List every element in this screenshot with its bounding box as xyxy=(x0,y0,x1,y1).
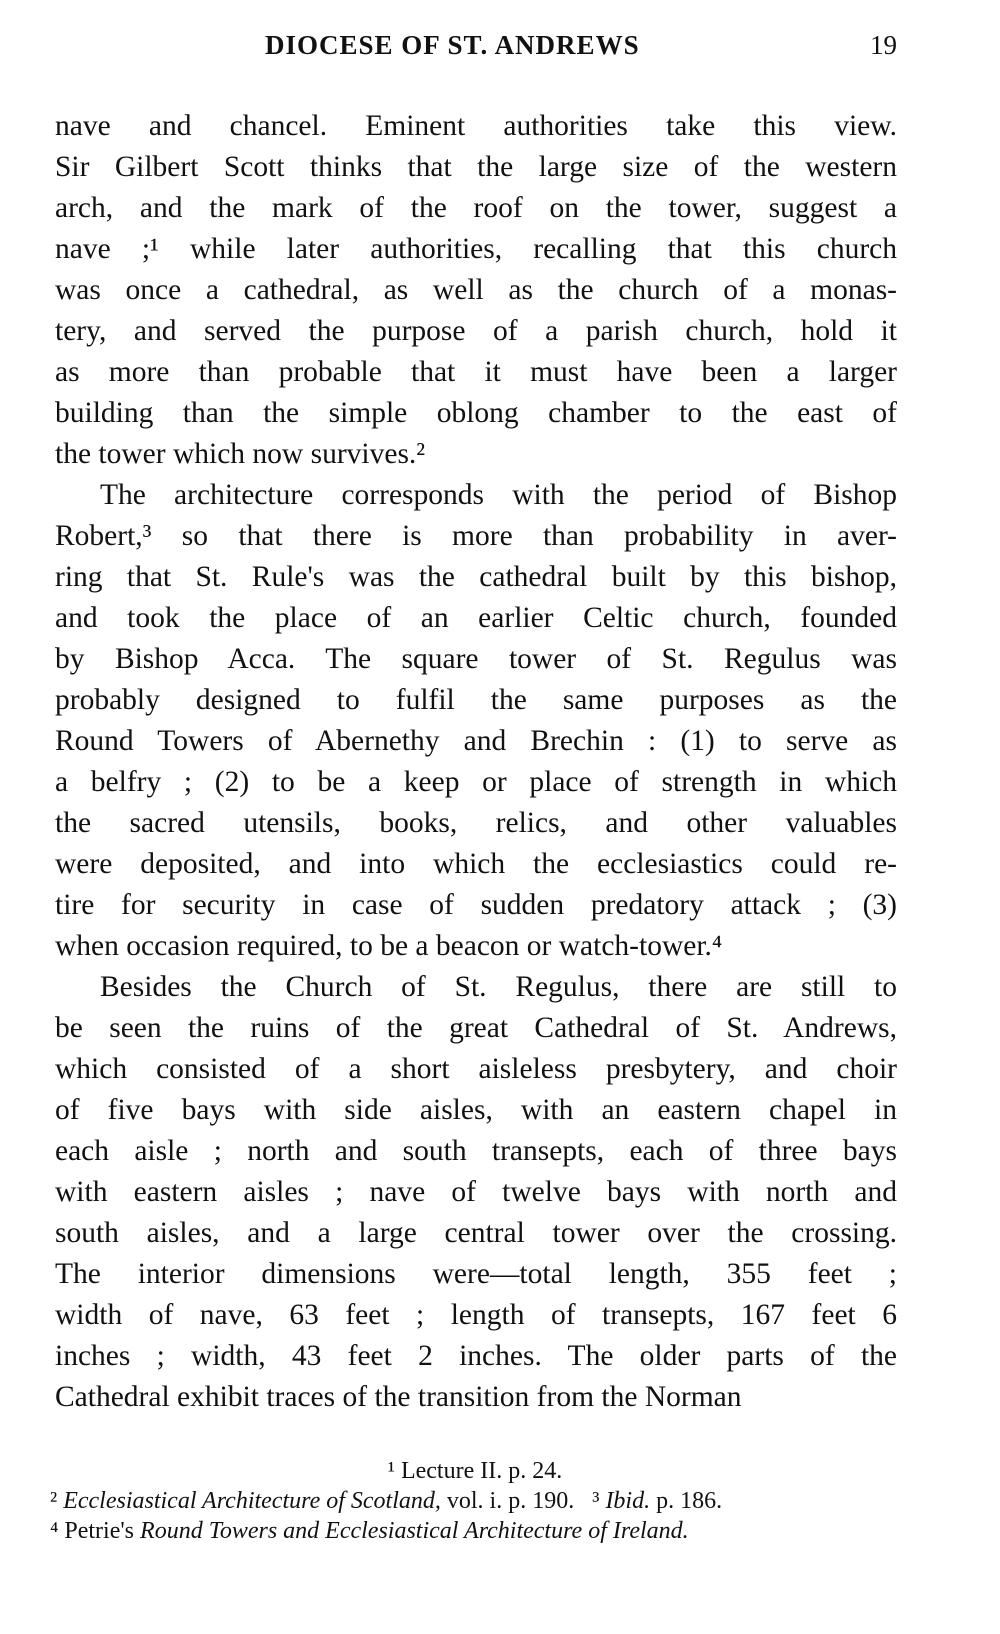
text-line: Sir Gilbert Scott thinks that the large size of the western xyxy=(55,151,897,183)
running-title: DIOCESE OF ST. ANDREWS xyxy=(265,30,640,60)
text-line: was once a cathedral, as well as the church of a monas- xyxy=(55,274,897,306)
footnote-mark: ⁴ xyxy=(50,1518,59,1544)
text-line: each aisle ; north and south transepts, each of three bays xyxy=(55,1135,897,1167)
text-line: width of nave, 63 feet ; length of transepts, 167 feet 6 xyxy=(55,1299,897,1331)
footnotes xyxy=(50,1456,900,1546)
text-line: tery, and served the purpose of a parish church, hold it xyxy=(55,315,897,347)
text-line: Cathedral exhibit traces of the transition from the Norman xyxy=(55,1381,742,1413)
text-line: south aisles, and a large central tower over the crossing. xyxy=(55,1217,897,1249)
text-line: inches ; width, 43 feet 2 inches. The older parts of the xyxy=(55,1340,897,1372)
text-line: The interior dimensions were—total length, 355 feet ; xyxy=(55,1258,897,1290)
text-line: by Bishop Acca. The square tower of St. Regulus was xyxy=(55,643,897,675)
body-text xyxy=(55,106,897,1418)
text-line: The architecture corresponds with the period of Bishop xyxy=(100,479,897,511)
text-line: Robert,³ so that there is more than probability in aver- xyxy=(55,520,897,552)
page-number: 19 xyxy=(870,30,897,60)
footnote-title: Round Towers and Ecclesiastical Architecture of Ireland. xyxy=(140,1518,689,1544)
footnote-text: vol. i. p. 190. xyxy=(440,1488,575,1514)
text-line: and took the place of an earlier Celtic church, founded xyxy=(55,602,897,634)
footnote-title: Ecclesiastical Architecture of Scotland, xyxy=(63,1488,441,1514)
text-line: the sacred utensils, books, relics, and other valuables xyxy=(55,807,897,839)
text-line: ring that St. Rule's was the cathedral built by this bishop, xyxy=(55,561,897,593)
text-line: probably designed to fulfil the same purposes as the xyxy=(55,684,897,716)
text-line: as more than probable that it must have been a larger xyxy=(55,356,897,388)
text-line: nave and chancel. Eminent authorities take this view. xyxy=(55,110,897,142)
text-line: when occasion required, to be a beacon or watch-tower.⁴ xyxy=(55,930,723,962)
text-line: be seen the ruins of the great Cathedral of St. Andrews, xyxy=(55,1012,897,1044)
text-line: of five bays with side aisles, with an eastern chapel in xyxy=(55,1094,897,1126)
text-line: Round Towers of Abernethy and Brechin : (1) to serve as xyxy=(55,725,897,757)
text-line: Besides the Church of St. Regulus, there are still to xyxy=(100,971,897,1003)
footnote-1: ¹ Lecture II. p. 24. xyxy=(387,1458,563,1484)
footnote-text: Petrie's xyxy=(64,1518,141,1544)
paragraph xyxy=(55,475,897,967)
footnote-mark: ³ xyxy=(592,1488,600,1514)
text-line: building than the simple oblong chamber to the east of xyxy=(55,397,897,429)
footnote-text: p. 186. xyxy=(650,1488,723,1514)
text-line: arch, and the mark of the roof on the tower, suggest a xyxy=(55,192,897,224)
text-line: tire for security in case of sudden predatory attack ; (3) xyxy=(55,889,897,921)
paragraph xyxy=(55,967,897,1418)
footnote-2-3 xyxy=(50,1486,900,1516)
footnote-mark: ² xyxy=(50,1488,58,1514)
text-line: were deposited, and into which the ecclesiastics could re- xyxy=(55,848,897,880)
text-line: nave ;¹ while later authorities, recalling that this church xyxy=(55,233,897,265)
footnote-4 xyxy=(50,1516,900,1546)
text-line: with eastern aisles ; nave of twelve bays with north and xyxy=(55,1176,897,1208)
page-header xyxy=(0,30,1000,70)
footnote-ibid: Ibid. xyxy=(605,1488,651,1514)
text-line: the tower which now survives.² xyxy=(55,438,426,470)
paragraph xyxy=(55,106,897,475)
text-line: a belfry ; (2) to be a keep or place of strength in which xyxy=(55,766,897,798)
text-line: which consisted of a short aisleless presbytery, and choir xyxy=(55,1053,897,1085)
